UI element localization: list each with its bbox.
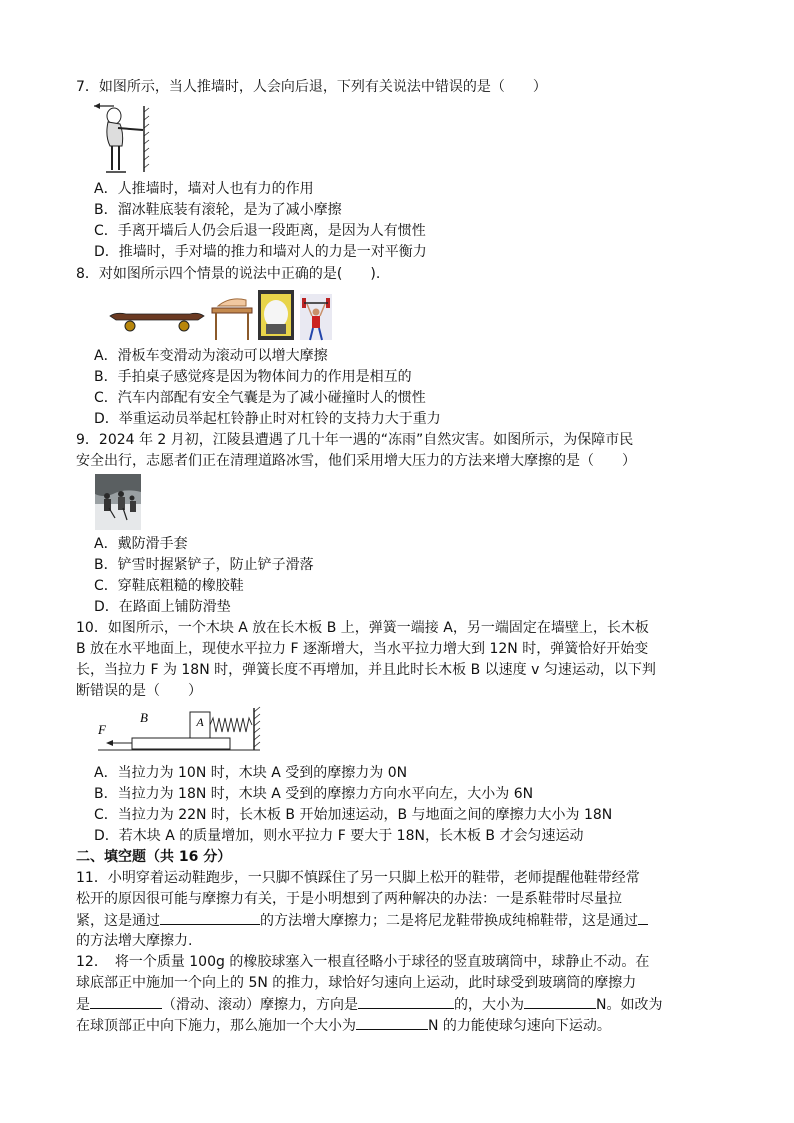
q10-option-c: C．当拉力为 22N 时，长木板 B 开始加速运动，B 与地面之间的摩擦力大小为 18N (94, 807, 613, 823)
q12-line-1: 12． 将一个质量 100g 的橡胶球塞入一根直径略小于球径的竖直玻璃筒中，球静止不动。在 (76, 954, 650, 970)
q12-text-4a: 在球顶部正中向下施力，那么施加一个大小为 (76, 1018, 356, 1034)
q7-stem: 7．如图所示，当人推墙时，人会向后退，下列有关说法中错误的是（ ） (76, 79, 547, 95)
q12-blank-2[interactable] (358, 994, 454, 1009)
q11-blank-1[interactable] (160, 910, 260, 925)
q10-stem-line-3: 长，当拉力 F 为 18N 时，弹簧长度不再增加，并且此时长木板 B 以速度 v 匀速运动，以下判 (76, 662, 656, 678)
q10-option-b: B．当拉力为 18N 时，木块 A 受到的摩擦力方向水平向左，大小为 6N (94, 786, 534, 802)
q11-blank-2[interactable] (638, 910, 648, 925)
q11-text-3b: 的方法增大摩擦力；二是将尼龙鞋带换成纯棉鞋带，这是通过 (260, 913, 638, 929)
q8-scenes-figure (106, 288, 336, 342)
q11-line-2: 松开的原因很可能与摩擦力有关，于是小明想到了两种解决的办法：一是系鞋带时尽量拉 (76, 891, 622, 907)
q11-text-3a: 紧，这是通过 (76, 913, 160, 929)
q10-option-a: A．当拉力为 10N 时，木块 A 受到的摩擦力为 0N (94, 765, 408, 781)
q12-line-4 (76, 1015, 611, 1036)
q12-blank-3[interactable] (524, 994, 596, 1009)
q10-spring-block-figure (94, 704, 264, 752)
q12-text-3d: N。如改为 (596, 997, 663, 1013)
q12-text-3a: 是 (76, 997, 90, 1013)
q11-line-1: 11．小明穿着运动鞋跑步，一只脚不慎踩住了另一只脚上松开的鞋带，老师提醒他鞋带经常 (76, 870, 640, 886)
q9-stem-line-1: 9．2024 年 2 月初，江陵县遭遇了几十年一遇的“冻雨”自然灾害。如图所示，为保障市民 (76, 432, 634, 448)
q12-blank-4[interactable] (356, 1015, 428, 1030)
q9-stem-line-2: 安全出行，志愿者们正在清理道路冰雪，他们采用增大压力的方法来增大摩擦的是（ ） (76, 453, 636, 469)
q8-option-a: A．滑板车变滑动为滚动可以增大摩擦 (94, 348, 328, 364)
q12-line-3 (76, 994, 662, 1015)
q10-label-f: F (98, 722, 106, 737)
q7-option-c: C．手离开墙后人仍会后退一段距离，是因为人有惯性 (94, 223, 426, 239)
q10-label-b: B (140, 710, 148, 725)
q12-text-3c: 的，大小为 (454, 997, 524, 1013)
q7-option-d: D．推墙时，手对墙的推力和墙对人的力是一对平衡力 (94, 244, 427, 260)
q9-option-a: A．戴防滑手套 (94, 536, 188, 552)
q7-option-a: A．人推墙时，墙对人也有力的作用 (94, 181, 314, 197)
q9-option-c: C．穿鞋底粗糙的橡胶鞋 (94, 578, 244, 594)
q7-option-b: B．溜冰鞋底装有滚轮，是为了减小摩擦 (94, 202, 342, 218)
q8-option-d: D．举重运动员举起杠铃静止时对杠铃的支持力大于重力 (94, 411, 441, 427)
q12-text-4b: N 的力能使球匀速向下运动。 (428, 1018, 611, 1034)
q9-option-d: D．在路面上铺防滑垫 (94, 599, 231, 615)
q12-blank-1[interactable] (90, 994, 162, 1009)
q11-line-4: 的方法增大摩擦力. (76, 933, 193, 949)
q9-snow-clearing-photo (95, 474, 141, 530)
q7-push-wall-figure (92, 102, 154, 176)
q8-option-b: B．手拍桌子感觉疼是因为物体间力的作用是相互的 (94, 369, 412, 385)
q11-line-3 (76, 910, 648, 931)
q10-stem-line-1: 10．如图所示，一个木块 A 放在长木板 B 上，弹簧一端接 A，另一端固定在墙壁上，长木板 (76, 620, 649, 636)
section-fill-in-title: 二、填空题（共 16 分） (76, 849, 232, 865)
q10-option-d: D．若木块 A 的质量增加，则水平拉力 F 要大于 18N，长木板 B 才会匀速运动 (94, 828, 584, 844)
q9-option-b: B．铲雪时握紧铲子，防止铲子滑落 (94, 557, 314, 573)
q12-text-3b: （滑动、滚动）摩擦力，方向是 (162, 997, 358, 1013)
q8-option-c: C．汽车内部配有安全气囊是为了减小碰撞时人的惯性 (94, 390, 426, 406)
q8-stem: 8．对如图所示四个情景的说法中正确的是( ). (76, 266, 381, 282)
q10-label-a: A (196, 715, 204, 729)
q10-stem-line-2: B 放在水平地面上，现使水平拉力 F 逐渐增大，当水平拉力增大到 12N 时，弹簧恰好开始变 (76, 641, 649, 657)
q12-line-2: 球底部正中施加一个向上的 5N 的推力，球恰好匀速向上运动，此时球受到玻璃筒的摩擦力 (76, 975, 637, 991)
q10-stem-line-4: 断错误的是（ ） (76, 683, 202, 699)
